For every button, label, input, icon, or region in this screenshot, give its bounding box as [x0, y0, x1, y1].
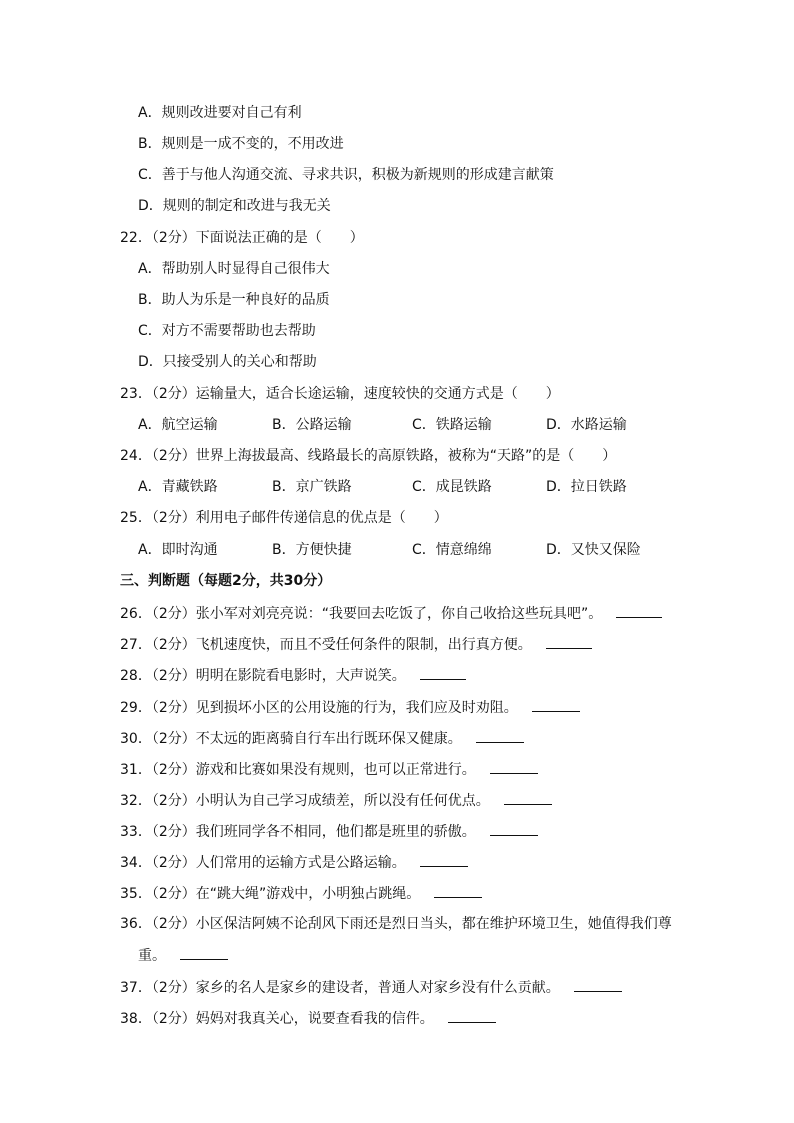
option-a: A．航空运输 — [138, 417, 218, 433]
judgment-35 — [120, 883, 794, 904]
judgment-text: 36．（2分）小区保洁阿姨不论刮风下雨还是烈日当头，都在维护环境卫生，她值得我们尊 — [120, 916, 672, 932]
option-d: D．水路运输 — [546, 417, 627, 433]
option-a: A．规则改进要对自己有利 — [138, 105, 302, 121]
judgment-text: 38．（2分）妈妈对我真关心，说要查看我的信件。 — [120, 1011, 434, 1027]
judgment-38 — [120, 1008, 794, 1029]
option-b: B．助人为乐是一种良好的品质 — [138, 292, 330, 308]
judgment-33 — [120, 821, 794, 842]
option-b: B．规则是一成不变的，不用改进 — [138, 136, 344, 152]
answer-blank[interactable] — [476, 728, 524, 743]
judgment-text: 34．（2分）人们常用的运输方式是公路运输。 — [120, 855, 406, 871]
judgment-31 — [120, 759, 794, 780]
judgment-28 — [120, 665, 794, 686]
option-a: A．青藏铁路 — [138, 479, 218, 495]
judgment-text: 重。 — [138, 948, 166, 964]
judgment-text: 26．（2分）张小军对刘亮亮说：“我要回去吃饭了，你自己收拾这些玩具吧”。 — [120, 606, 603, 622]
judgment-32 — [120, 790, 794, 811]
answer-blank[interactable] — [532, 697, 580, 712]
answer-blank[interactable] — [420, 852, 468, 867]
judgment-37 — [120, 977, 794, 998]
option-b: B．公路运输 — [272, 417, 352, 433]
option-d: D．拉日铁路 — [546, 479, 627, 495]
question-23-stem: 23．（2分）运输量大，适合长途运输，速度较快的交通方式是（ ） — [120, 386, 560, 402]
section-title: 三、判断题（每题2分，共30分） — [120, 573, 332, 589]
answer-blank[interactable] — [420, 665, 466, 680]
answer-blank[interactable] — [434, 883, 482, 898]
option-b: B．京广铁路 — [272, 479, 352, 495]
answer-blank[interactable] — [490, 759, 538, 774]
answer-blank[interactable] — [574, 977, 622, 992]
judgment-30 — [120, 728, 794, 749]
option-d: D．又快又保险 — [546, 542, 641, 558]
question-25-stem: 25．（2分）利用电子邮件传递信息的优点是（ ） — [120, 510, 448, 526]
option-c: C．善于与他人沟通交流、寻求共识，积极为新规则的形成建言献策 — [138, 167, 554, 183]
option-a: A．帮助别人时显得自己很伟大 — [138, 261, 330, 277]
judgment-text: 35．（2分）在“跳大绳”游戏中，小明独占跳绳。 — [120, 886, 421, 902]
judgment-text: 37．（2分）家乡的名人是家乡的建设者，普通人对家乡没有什么贡献。 — [120, 980, 560, 996]
option-c: C．成昆铁路 — [412, 479, 492, 495]
option-b: B．方便快捷 — [272, 542, 352, 558]
judgment-text: 33．（2分）我们班同学各不相同，他们都是班里的骄傲。 — [120, 824, 476, 840]
judgment-36 — [120, 914, 794, 934]
judgment-34 — [120, 852, 794, 873]
option-c: C．对方不需要帮助也去帮助 — [138, 323, 316, 339]
answer-blank[interactable] — [490, 821, 538, 836]
question-24-stem: 24．（2分）世界上海拔最高、线路最长的高原铁路，被称为“天路”的是（ ） — [120, 448, 617, 464]
judgment-text: 28．（2分）明明在影院看电影时，大声说笑。 — [120, 668, 406, 684]
answer-blank[interactable] — [180, 945, 228, 960]
answer-blank[interactable] — [448, 1008, 496, 1023]
judgment-27 — [120, 634, 794, 655]
judgment-36-continued — [138, 945, 794, 966]
option-c: C．情意绵绵 — [412, 542, 492, 558]
option-d: D．规则的制定和改进与我无关 — [138, 198, 331, 214]
answer-blank[interactable] — [616, 603, 662, 618]
answer-blank[interactable] — [546, 634, 592, 649]
answer-blank[interactable] — [504, 790, 552, 805]
question-22-stem: 22．（2分）下面说法正确的是（ ） — [120, 230, 364, 246]
judgment-text: 31．（2分）游戏和比赛如果没有规则，也可以正常进行。 — [120, 762, 476, 778]
judgment-text: 29．（2分）见到损坏小区的公用设施的行为，我们应及时劝阻。 — [120, 700, 518, 716]
option-c: C．铁路运输 — [412, 417, 492, 433]
judgment-26 — [120, 603, 794, 624]
option-a: A．即时沟通 — [138, 542, 218, 558]
judgment-text: 32．（2分）小明认为自己学习成绩差，所以没有任何优点。 — [120, 793, 490, 809]
judgment-text: 27．（2分）飞机速度快，而且不受任何条件的限制，出行真方便。 — [120, 637, 532, 653]
judgment-29 — [120, 697, 794, 718]
option-d: D．只接受别人的关心和帮助 — [138, 354, 317, 370]
judgment-text: 30．（2分）不太远的距离骑自行车出行既环保又健康。 — [120, 731, 462, 747]
